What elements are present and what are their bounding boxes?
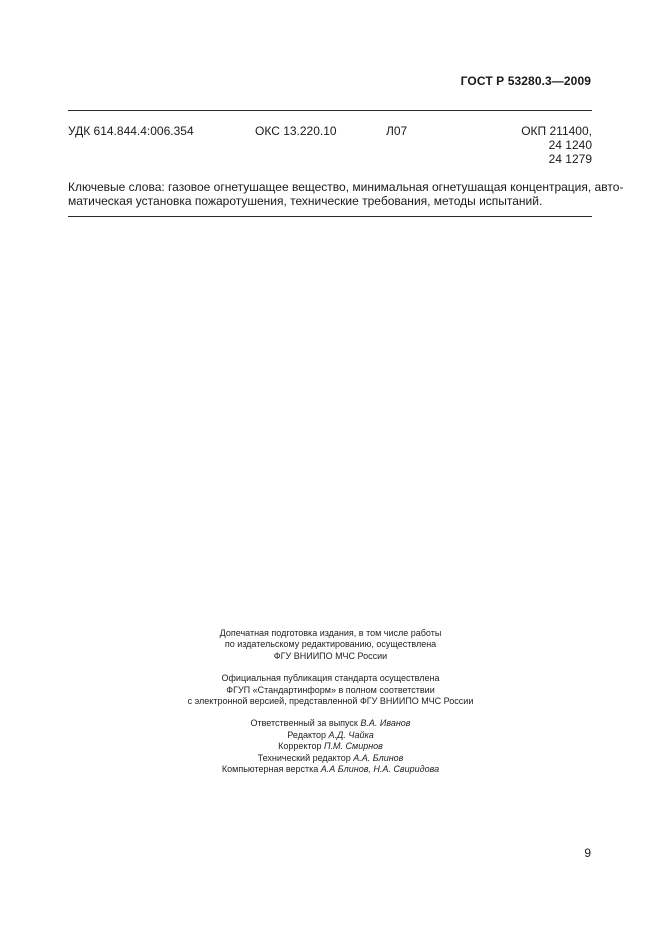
udk-code: УДК 614.844.4:006.354 <box>68 124 194 138</box>
bottom-divider <box>68 216 592 217</box>
credit-line <box>0 764 661 775</box>
standard-code: ГОСТ Р 53280.3—2009 <box>460 74 591 88</box>
top-divider <box>68 110 592 111</box>
oks-code: ОКС 13.220.10 <box>255 124 337 138</box>
keywords-line: матическая установка пожаротушения, технические требования, методы испытаний. <box>68 194 543 208</box>
credit-name: А.А. Блинов <box>353 752 404 763</box>
credit-name: А.Д. Чайка <box>328 729 374 740</box>
keywords-paragraph <box>68 180 624 208</box>
imprint-line: по издательскому редактированию, осуществлена <box>224 639 437 650</box>
publication-note <box>0 673 661 707</box>
okp-code-line: 24 1279 <box>548 152 592 166</box>
imprint-line: Допечатная подготовка издания, в том числе работы <box>219 628 442 638</box>
credits-list <box>0 718 661 775</box>
imprint-block <box>0 628 661 786</box>
imprint-line: ФГУ ВНИИПО МЧС России <box>273 650 388 661</box>
credit-role: Компьютерная верстка <box>221 764 319 775</box>
credit-line <box>0 753 661 764</box>
imprint-line: с электронной версией, представленной ФГУ ВНИИПО МЧС России <box>187 696 474 707</box>
credit-line <box>0 741 661 752</box>
credit-name: В.А. Иванов <box>360 718 411 729</box>
credit-role: Технический редактор <box>257 752 351 763</box>
group-code: Л07 <box>386 124 408 138</box>
okp-code-line: 24 1240 <box>548 138 592 152</box>
okp-codes <box>521 124 592 166</box>
okp-code-line: ОКП 211400, <box>521 124 592 138</box>
credit-role: Ответственный за выпуск <box>250 718 358 729</box>
keywords-line: Ключевые слова: газовое огнетушащее вещество, минимальная огнетушащая концентрация, авто- <box>68 180 624 194</box>
credit-name: П.М. Смирнов <box>324 741 383 752</box>
credit-line <box>0 718 661 729</box>
credit-role: Редактор <box>287 729 327 740</box>
imprint-line: ФГУП «Стандартинформ» в полном соответствии <box>226 684 435 695</box>
page-number: 9 <box>584 846 591 860</box>
imprint-line: Официальная публикация стандарта осуществлена <box>221 673 440 684</box>
credit-name: А.А Блинов, Н.А. Свиридова <box>320 764 440 775</box>
credit-line <box>0 730 661 741</box>
credit-role: Корректор <box>278 741 322 752</box>
preparation-note <box>0 628 661 662</box>
